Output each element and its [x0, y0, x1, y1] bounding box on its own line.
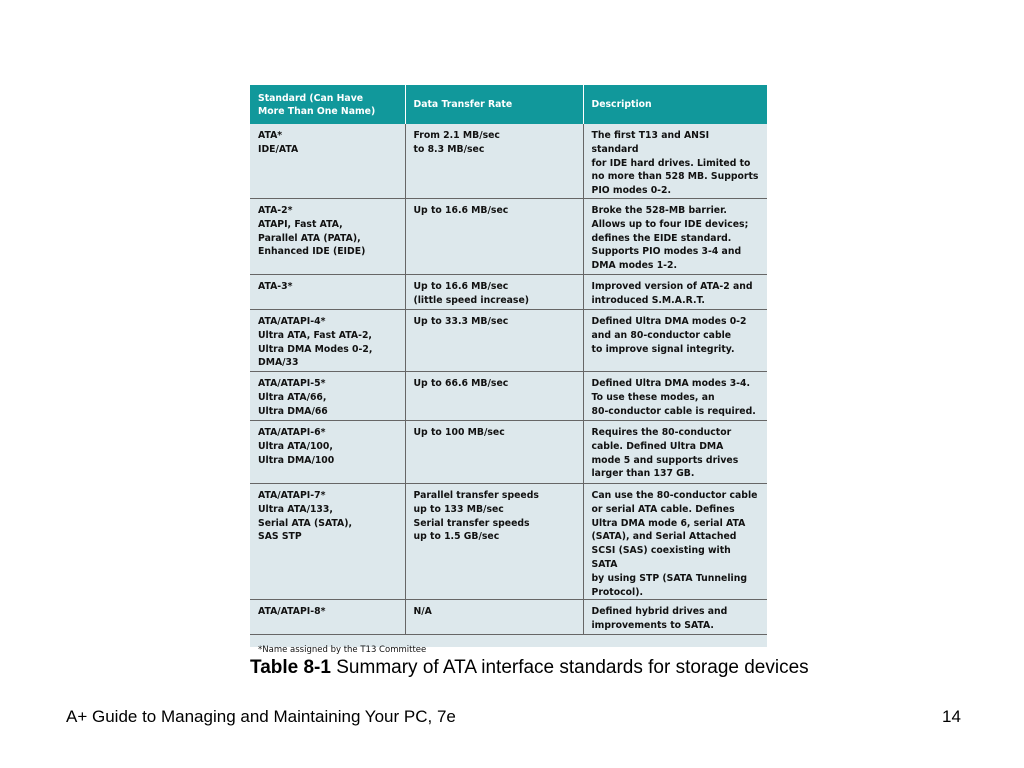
cell-standard: ATA* IDE/ATA [250, 124, 405, 198]
cell-rate: From 2.1 MB/sec to 8.3 MB/sec [405, 124, 583, 198]
table-row [250, 309, 767, 371]
table-row [250, 483, 767, 599]
caption-label: Table 8-1 [250, 657, 331, 678]
table-row [250, 371, 767, 420]
table-row [250, 124, 767, 198]
cell-rate: Up to 100 MB/sec [405, 420, 583, 483]
page-number: 14 [942, 707, 961, 726]
cell-standard: ATA/ATAPI-4* Ultra ATA, Fast ATA-2, Ultra DMA Modes 0-2, DMA/33 [250, 309, 405, 371]
table-row [250, 198, 767, 274]
cell-rate: Up to 66.6 MB/sec [405, 371, 583, 420]
cell-description: Requires the 80-conductor cable. Defined Ultra DMA mode 5 and supports drives larger than 137 GB. [583, 420, 767, 483]
cell-rate: Up to 16.6 MB/sec [405, 198, 583, 274]
cell-standard: ATA/ATAPI-8* [250, 600, 405, 635]
cell-standard: ATA/ATAPI-5* Ultra ATA/66, Ultra DMA/66 [250, 371, 405, 420]
table-footnote: *Name assigned by the T13 Committee [258, 645, 427, 656]
table-row [250, 420, 767, 483]
cell-standard: ATA-2* ATAPI, Fast ATA, Parallel ATA (PATA), Enhanced IDE (EIDE) [250, 198, 405, 274]
ata-standards-table [250, 85, 767, 635]
table-caption [250, 657, 809, 679]
ata-standards-table-figure [250, 85, 767, 656]
cell-standard: ATA/ATAPI-6* Ultra ATA/100, Ultra DMA/100 [250, 420, 405, 483]
table-header-row [250, 85, 767, 124]
header-description: Description [583, 85, 767, 124]
header-data-transfer-rate: Data Transfer Rate [405, 85, 583, 124]
cell-description: Defined Ultra DMA modes 3-4. To use these modes, an 80-conductor cable is required. [583, 371, 767, 420]
cell-description: Broke the 528-MB barrier. Allows up to four IDE devices; defines the EIDE standard. Supports PIO modes 3-4 and DMA modes 1-2. [583, 198, 767, 274]
cell-rate: Up to 33.3 MB/sec [405, 309, 583, 371]
cell-description: The first T13 and ANSI standard for IDE hard drives. Limited to no more than 528 MB. Supports PIO modes 0-2. [583, 124, 767, 198]
table-row [250, 600, 767, 635]
cell-standard: ATA-3* [250, 274, 405, 309]
caption-text: Summary of ATA interface standards for storage devices [330, 657, 809, 678]
header-standard: Standard (Can Have More Than One Name) [250, 85, 405, 124]
cell-rate: Up to 16.6 MB/sec (little speed increase) [405, 274, 583, 309]
cell-description: Can use the 80-conductor cable or serial ATA cable. Defines Ultra DMA mode 6, serial ATA (SATA), and Serial Attached SCSI (SAS) coexisting with SATA by using STP (SATA Tunneling Protocol). [583, 483, 767, 599]
cell-rate: Parallel transfer speeds up to 133 MB/sec Serial transfer speeds up to 1.5 GB/sec [405, 483, 583, 599]
footer-book-title: A+ Guide to Managing and Maintaining Your PC, 7e [66, 707, 456, 726]
cell-description: Improved version of ATA-2 and introduced S.M.A.R.T. [583, 274, 767, 309]
table-row [250, 274, 767, 309]
cell-standard: ATA/ATAPI-7* Ultra ATA/133, Serial ATA (SATA), SAS STP [250, 483, 405, 599]
cell-description: Defined hybrid drives and improvements to SATA. [583, 600, 767, 635]
cell-rate: N/A [405, 600, 583, 635]
cell-description: Defined Ultra DMA modes 0-2 and an 80-conductor cable to improve signal integrity. [583, 309, 767, 371]
